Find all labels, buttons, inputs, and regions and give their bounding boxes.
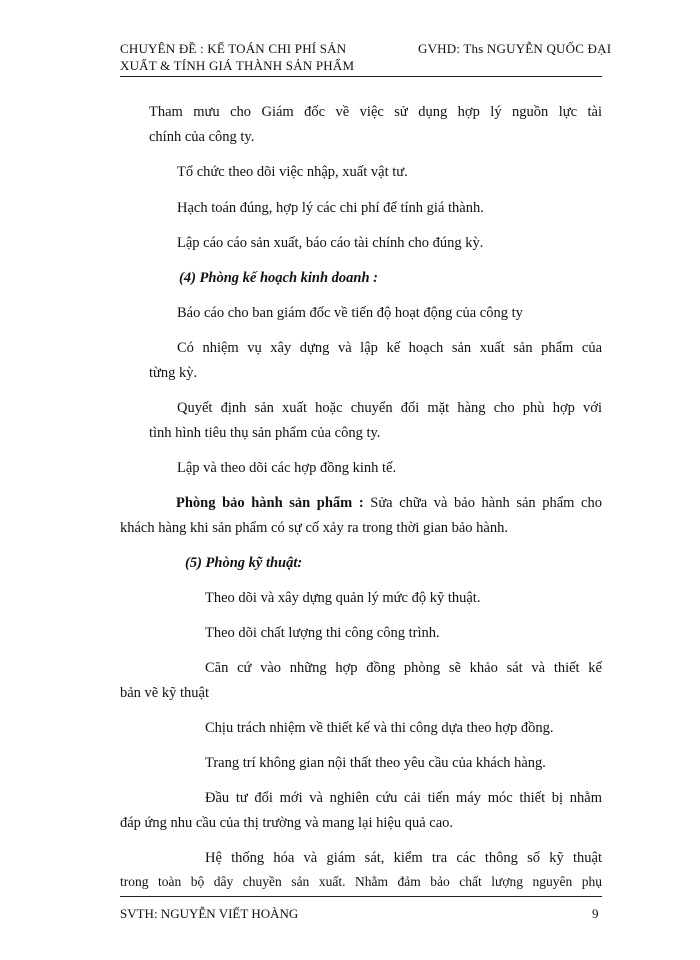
page-number: 9 bbox=[592, 906, 599, 921]
paragraph: Trang trí không gian nội thất theo yêu cầu của khách hàng. bbox=[205, 755, 546, 771]
paragraph-line: tình hình tiêu thụ sản phẩm của công ty. bbox=[149, 425, 381, 441]
paragraph-line: bản vẽ kỹ thuật bbox=[120, 685, 209, 701]
paragraph-line bbox=[176, 493, 602, 514]
paragraph-line: Quyết định sản xuất hoặc chuyển đổi mặt hàng cho phù hợp với bbox=[177, 400, 602, 416]
paragraph: Tổ chức theo dõi việc nhập, xuất vật tư. bbox=[177, 164, 408, 180]
header-topic-line-2: XUẤT & TÍNH GIÁ THÀNH SẢN PHẨM bbox=[120, 58, 355, 73]
footer-author: SVTH: NGUYỄN VIẾT HOÀNG bbox=[120, 906, 299, 921]
header-topic bbox=[120, 40, 354, 74]
paragraph-line: khách hàng khi sản phẩm có sự cố xảy ra trong thời gian bảo hành. bbox=[120, 520, 508, 536]
paragraph-line: Có nhiệm vụ xây dựng và lập kế hoạch sản xuất sản phẩm của bbox=[177, 340, 602, 356]
paragraph: Hạch toán đúng, hợp lý các chi phí để tính giá thành. bbox=[177, 200, 484, 216]
header-rule bbox=[120, 76, 602, 77]
paragraph: Theo dõi và xây dựng quản lý mức độ kỹ thuật. bbox=[205, 590, 481, 606]
paragraph-line: đáp ứng nhu cầu của thị trường và mang lại hiệu quả cao. bbox=[120, 815, 454, 831]
paragraph-line: Đầu tư đổi mới và nghiên cứu cải tiến máy móc thiết bị nhằm bbox=[205, 790, 602, 806]
paragraph: Chịu trách nhiệm về thiết kế và thi công dựa theo hợp đồng. bbox=[205, 720, 554, 736]
paragraph: Lập cáo cáo sản xuất, báo cáo tài chính cho đúng kỳ. bbox=[177, 235, 484, 251]
warranty-dept-text: Sửa chữa và bảo hành sản phẩm cho bbox=[363, 495, 602, 511]
footer-rule bbox=[120, 896, 602, 897]
paragraph-line: Hệ thống hóa và giám sát, kiểm tra các thông số kỹ thuật bbox=[205, 850, 602, 866]
section-heading: (5) Phòng kỹ thuật: bbox=[185, 555, 303, 571]
warranty-dept-label: Phòng bảo hành sản phẩm : bbox=[176, 495, 364, 511]
header-supervisor: GVHD: Ths NGUYỄN QUỐC ĐẠI bbox=[418, 41, 612, 56]
section-heading: (4) Phòng kế hoạch kinh doanh : bbox=[179, 270, 379, 286]
paragraph: Lập và theo dõi các hợp đồng kinh tế. bbox=[177, 460, 397, 476]
paragraph-line: trong toàn bộ dây chuyền sản xuất. Nhằm đảm bảo chất lượng nguyên phụ bbox=[120, 874, 602, 889]
header-topic-line-1: CHUYÊN ĐỀ : KẾ TOÁN CHI PHÍ SẢN bbox=[120, 41, 347, 56]
paragraph-line: từng kỳ. bbox=[149, 365, 198, 381]
paragraph-line: Căn cứ vào những hợp đồng phòng sẽ khảo sát và thiết kế bbox=[205, 660, 602, 676]
paragraph: Báo cáo cho ban giám đốc về tiến độ hoạt động của công ty bbox=[177, 305, 523, 321]
paragraph-line: Tham mưu cho Giám đốc về việc sử dụng hợp lý nguồn lực tài bbox=[149, 104, 602, 120]
paragraph: Theo dõi chất lượng thi công công trình. bbox=[205, 625, 440, 641]
paragraph-line: chính của công ty. bbox=[149, 129, 255, 145]
